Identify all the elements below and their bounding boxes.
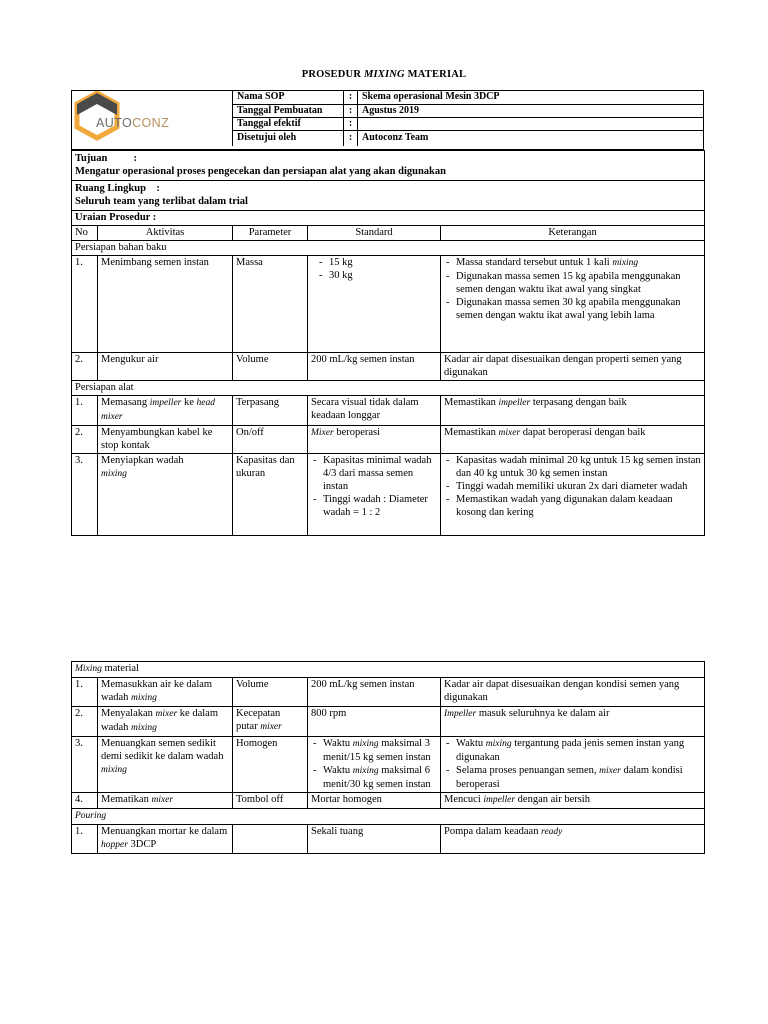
section-mixing-material: Mixing material (72, 662, 705, 678)
sop-info-table (232, 91, 704, 146)
logo-wordmark: AUTOCONZ (96, 116, 170, 130)
section-title-row (72, 381, 705, 396)
table-row: 2. Menyambungkan kabel ke stop kontak On/off Mixer beroperasi Memastikan mixer dapat beroperasi dengan baik (72, 426, 705, 454)
section-pouring: Pouring (72, 809, 705, 825)
section-title-row (72, 809, 705, 825)
table-row: 2. Mengukur air Volume 200 mL/kg semen instan Kadar air dapat disesuaikan dengan properti semen yang digunakan (72, 353, 705, 381)
ruang-lingkup-text: Seluruh team yang terlibat dalam trial (75, 196, 248, 207)
procedure-table-part-2 (71, 661, 705, 854)
table-row: 2. Menyalakan mixer ke dalam wadah mixing Kecepatan putar mixer 800 rpm Impeller masuk seluruhnya ke dalam air (72, 707, 705, 737)
created-date-row: Tanggal Pembuatan : Agustus 2019 (233, 104, 705, 117)
tujuan-row (72, 151, 705, 181)
col-aktivitas: Aktivitas (98, 226, 233, 241)
uraian-row (72, 211, 705, 226)
uraian-label: Uraian Prosedur : (72, 211, 705, 226)
table-row: 1. Memasukkan air ke dalam wadah mixing Volume 200 mL/kg semen instan Kadar air dapat disesuaikan dengan kondisi semen yang digunakan (72, 678, 705, 707)
procedure-table-part-1 (71, 150, 705, 536)
section-persiapan-alat: Persiapan alat (72, 381, 705, 396)
section-persiapan-bahan: Persiapan bahan baku (72, 241, 705, 256)
table-row: 1. Menimbang semen instan Massa - 15 kg - 30 kg - Massa standard tersebut untuk 1 kali mixing - Digunakan massa semen 15 kg apabila menggunakan semen dengan waktu ikat awal yang singkat - Digunakan massa semen 30 kg apabila menggunakan semen dengan waktu ikat awal yang lebih lama (72, 256, 705, 353)
ruang-lingkup-row (72, 181, 705, 211)
col-parameter: Parameter (233, 226, 308, 241)
sop-header (71, 90, 704, 150)
autoconz-logo (72, 91, 232, 149)
sop-name-row: Nama SOP : Skema operasional Mesin 3DCP (233, 91, 705, 104)
effective-date-row: Tanggal efektif : (233, 117, 705, 130)
section-title-row (72, 662, 705, 678)
col-standard: Standard (308, 226, 441, 241)
column-header-row (72, 226, 705, 241)
table-row: 1. Memasang impeller ke head mixer Terpasang Secara visual tidak dalam keadaan longgar Memastikan impeller terpasang dengan baik (72, 396, 705, 426)
section-title-row (72, 241, 705, 256)
table-row: 4. Mematikan mixer Tombol off Mortar homogen Mencuci impeller dengan air bersih (72, 793, 705, 809)
table-row: 3. Menyiapkan wadah mixing Kapasitas dan ukuran - Kapasitas minimal wadah 4/3 dari massa semen instan - Tinggi wadah : Diameter wadah = 1 : 2 - Kapasitas wadah minimal 20 kg untuk 15 kg semen instan dan 40 kg untuk 30 kg semen instan - Tinggi wadah memiliki ukuran 2x dari diameter wadah - Memastikan wadah yang digunakan dalam keadaan kosong dan kering (72, 454, 705, 536)
table-row: 1. Menuangkan mortar ke dalam hopper 3DCP Sekali tuang Pompa dalam keadaan ready (72, 825, 705, 854)
ruang-lingkup-label: Ruang Lingkup : (75, 183, 160, 194)
table-row: 3. Menuangkan semen sedikit demi sedikit ke dalam wadah mixing Homogen - Waktu mixing maksimal 3 menit/15 kg semen instan - Waktu mixing maksimal 6 menit/30 kg semen instan - Waktu mixing tergantung pada jenis semen instan yang digunakan - Selama proses penuangan semen, mixer dalam kondisi beroperasi (72, 737, 705, 793)
tujuan-text: Mengatur operasional proses pengecekan dan persiapan alat yang akan digunakan (75, 166, 446, 177)
col-keterangan: Keterangan (441, 226, 705, 241)
col-no: No (72, 226, 98, 241)
tujuan-label: Tujuan : (75, 153, 138, 164)
document-title: PROSEDUR MIXING MATERIAL (301, 69, 467, 80)
approved-by-row: Disetujui oleh : Autoconz Team (233, 130, 705, 146)
